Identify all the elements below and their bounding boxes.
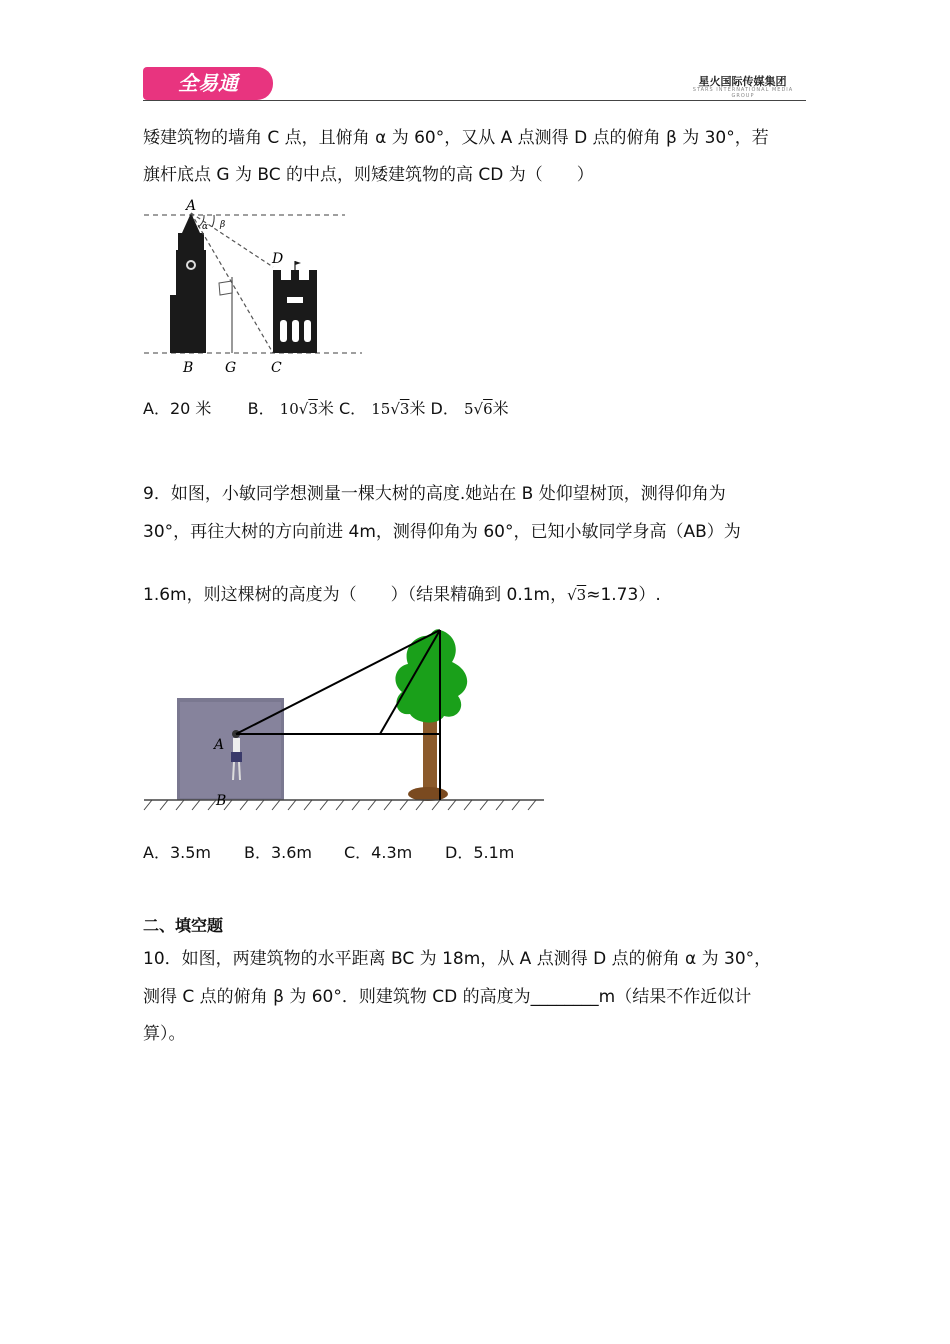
flagpole-shape	[219, 277, 232, 353]
label-a: A	[186, 198, 197, 214]
q10-text-line-3: 算）。	[143, 1024, 186, 1044]
tree-shape	[395, 629, 467, 801]
label-beta: β	[220, 220, 226, 230]
q8-option-c-radicand: 3	[399, 400, 410, 418]
q8-option-b-unit: 米 C．	[317, 399, 367, 418]
label-b: B	[183, 360, 194, 376]
q8-option-c-unit: 米 D．	[409, 399, 459, 418]
publisher-english-name: STARS INTERNATIONAL MEDIA GROUP	[692, 87, 794, 99]
beta-arc	[212, 215, 214, 227]
q9-option-d: D．5.1m	[445, 843, 515, 862]
q9-option-c: C．4.3m	[344, 843, 413, 862]
q9-figure	[140, 622, 550, 817]
q8-option-d-radicand: 6	[483, 400, 493, 418]
q9-text-line-1: 9．如图，小敏同学想测量一棵大树的高度.她站在 B 处仰望树顶，测得仰角为	[143, 484, 726, 504]
q8-option-d-unit: 米	[492, 399, 509, 418]
q8-options: A．20 米 B． 10√3米 C． 15√3米 D． 5√6米	[143, 399, 509, 418]
q8-option-a: A．20 米	[143, 399, 212, 418]
q8-option-c-coef: 15	[371, 400, 391, 418]
section-title-fill-blank: 二、填空题	[143, 916, 224, 935]
q8-option-b-radicand: 3	[308, 400, 318, 418]
q9-text-line-2: 30°，再往大树的方向前进 4m，测得仰角为 60°，已知小敏同学身高（AB）为	[143, 522, 741, 542]
q9-text-line-3: 1.6m，则这棵树的高度为（ ）（结果精确到 0.1m，√3≈1.73）.	[143, 585, 661, 605]
ground-hatching	[144, 800, 536, 810]
header-divider	[143, 100, 806, 101]
label-alpha: α	[202, 222, 209, 232]
q10-text-line-2: 测得 C 点的俯角 β 为 60°．则建筑物 CD 的高度为________m（结果不作近似计	[143, 987, 752, 1007]
q9-option-a: A．3.5m	[143, 843, 211, 862]
q8-text-line-2: 旗杆底点 G 为 BC 的中点，则矮建筑物的高 CD 为（ ）	[143, 165, 594, 185]
publisher-name: 星火国际传媒集团	[698, 75, 787, 88]
q8-option-b-coef: 10	[279, 400, 299, 418]
q9-sqrt-radicand: 3	[576, 586, 587, 604]
q8-option-b-label: B．	[247, 399, 275, 418]
label-c: C	[271, 360, 282, 376]
label-b: B	[216, 793, 227, 809]
label-g: G	[225, 360, 237, 376]
brand-logo: 全易通	[143, 67, 273, 100]
tall-tower-shape	[170, 213, 209, 353]
label-a: A	[214, 737, 225, 753]
label-d: D	[272, 251, 284, 267]
short-castle-shape	[273, 261, 317, 353]
q8-figure	[140, 195, 365, 380]
q8-text-line-1: 矮建筑物的墙角 C 点，且俯角 α 为 60°，又从 A 点测得 D 点的俯角 β 为 30°，若	[143, 128, 769, 148]
q8-option-d-coef: 5	[463, 400, 474, 418]
q9-option-b: B．3.6m	[244, 843, 313, 862]
q10-text-line-1: 10．如图，两建筑物的水平距离 BC 为 18m，从 A 点测得 D 点的俯角 α 为 30°，	[143, 949, 772, 969]
